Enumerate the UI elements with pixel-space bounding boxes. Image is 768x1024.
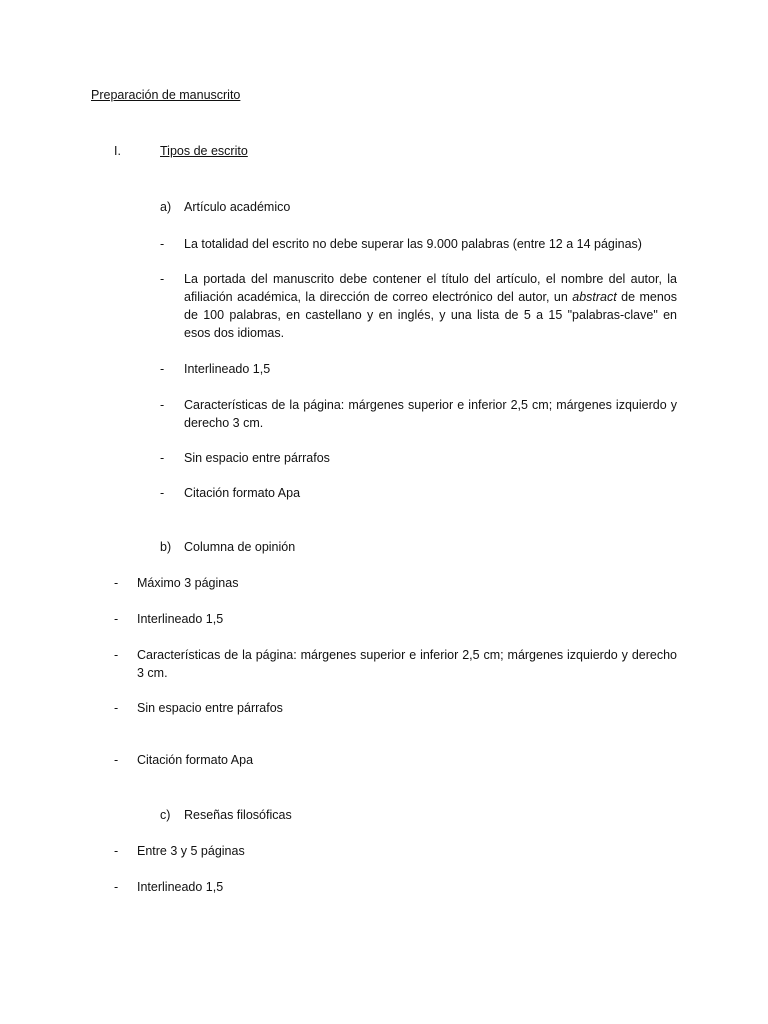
bullet-dash: -: [114, 576, 119, 590]
bullet-dash: -: [160, 486, 165, 500]
bullet-dash: -: [114, 612, 119, 626]
list-item: Máximo 3 páginas: [137, 576, 239, 590]
list-item: Citación formato Apa: [137, 753, 254, 767]
portada-text-before: La portada del manuscrito debe contener el título del artículo, el nombre del autor, la afiliación académica, la dirección de correo electrónico del autor, un: [184, 272, 677, 304]
bullet-dash: -: [114, 844, 119, 858]
bullet-dash: -: [160, 451, 165, 465]
bullet-dash: -: [114, 701, 119, 715]
list-item: Interlineado 1,5: [184, 362, 271, 376]
subsection-c-label: c): [160, 808, 171, 822]
list-item: Sin espacio entre párrafos: [137, 701, 283, 715]
bullet-dash: -: [160, 237, 165, 251]
list-item-portada: [184, 270, 677, 342]
bullet-dash: -: [114, 648, 119, 662]
bullet-dash: -: [114, 880, 119, 894]
portada-text-italic: abstract: [572, 290, 617, 304]
list-item: Características de la página: márgenes superior e inferior 2,5 cm; márgenes izquierdo y derecho 3 cm.: [137, 648, 677, 680]
list-item: Interlineado 1,5: [137, 880, 224, 894]
subsection-a-label: a): [160, 200, 172, 214]
bullet-dash: -: [114, 753, 119, 767]
list-item: Características de la página: márgenes superior e inferior 2,5 cm; márgenes izquierdo y derecho 3 cm.: [184, 398, 677, 430]
bullet-dash: -: [160, 272, 165, 286]
list-item: Citación formato Apa: [184, 486, 301, 500]
bullet-dash: -: [160, 362, 165, 376]
list-item: La totalidad del escrito no debe superar las 9.000 palabras (entre 12 a 14 páginas): [184, 237, 642, 251]
section-title: Tipos de escrito: [160, 144, 248, 158]
list-item: Interlineado 1,5: [137, 612, 224, 626]
subsection-b-label: b): [160, 540, 172, 554]
subsection-b-title: Columna de opinión: [184, 540, 296, 554]
document-title: Preparación de manuscrito: [91, 88, 241, 102]
subsection-a-title: Artículo académico: [184, 200, 291, 214]
bullet-dash: -: [160, 398, 165, 412]
list-item: Entre 3 y 5 páginas: [137, 844, 245, 858]
section-number: I.: [114, 144, 121, 158]
portada-text-after: de menos de 100 palabras, en castellano y en inglés, y una lista de 5 a 15 "palabras-clave" en esos dos idiomas.: [184, 290, 677, 340]
subsection-c-title: Reseñas filosóficas: [184, 808, 292, 822]
list-item: Sin espacio entre párrafos: [184, 451, 330, 465]
